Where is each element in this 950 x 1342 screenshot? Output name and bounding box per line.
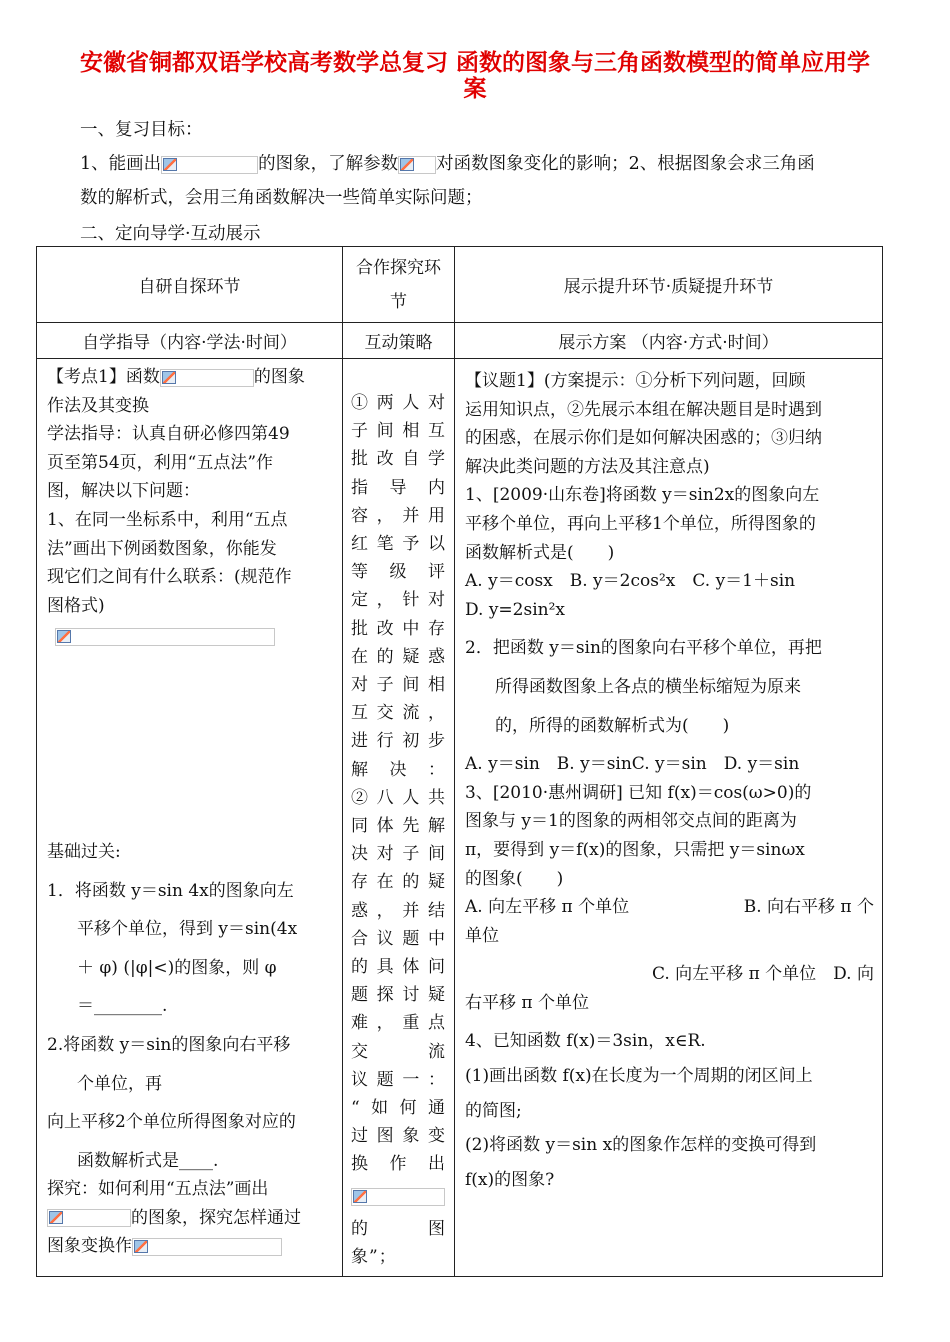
column-self-study (37, 359, 343, 1277)
problem-2-options: A. y＝sin B. y＝sinC. y＝sin D. y＝sin (465, 754, 800, 775)
learning-table (36, 246, 883, 1277)
problem-2-line-2: 所得函数图象上各点的横坐标缩短为原来 (495, 676, 801, 697)
strategy-line: “如何通 (351, 1098, 446, 1119)
question-1-blank: ＝________. (77, 996, 168, 1017)
table-subheader-row (37, 323, 883, 359)
strategy-line: 合议题中 (351, 928, 446, 949)
strategy-line: 子间相互 (351, 421, 446, 442)
task-line-4: 图格式) (47, 595, 105, 616)
strategy-line: 互交流， (351, 703, 446, 724)
strategy-line: ②八人共 (351, 787, 446, 808)
problem-1-line-2: 平移个单位，再向上平移1个单位，所得图象的 (465, 513, 816, 534)
task-line-2: 法”画出下例函数图象，你能发 (47, 538, 277, 559)
strategy-line: ①两人对 (351, 393, 446, 413)
formula-image (132, 1238, 282, 1256)
explore-line-2 (47, 1204, 334, 1233)
strategy-line: 定，针对 (351, 590, 446, 611)
key-point-1-tail: 的图象 (253, 367, 305, 387)
problem-3-options-4: 右平移 π 个单位 (465, 992, 589, 1013)
section-guided-learning: 二、定向导学·互动展示 (80, 224, 261, 244)
explore-line-3-text: 图象变换作 (47, 1236, 132, 1257)
topic-1-line-2: 运用知识点，②先展示本组在解决题目是时遇到 (465, 399, 822, 420)
subheader-self-study: 自学指导（内容·学法·时间） (37, 323, 343, 359)
method-line-3: 图，解决以下问题： (47, 481, 200, 502)
question-1-line-3: ＋ φ) (|φ|<)的图象，则 φ (77, 957, 277, 978)
option-a: A. 向左平移 π 个单位 (465, 897, 630, 918)
problem-3-options-2: 单位 (465, 925, 499, 946)
key-point-1-text: 【考点1】函数 (47, 367, 160, 387)
strategy-line: 难，重点 (351, 1013, 446, 1034)
problem-2-line-3: 的，所得的函数解析式为( ) (495, 715, 730, 736)
formula-image (160, 369, 254, 387)
strategy-line: 容，并用 (351, 505, 446, 526)
explore-line-3 (47, 1232, 334, 1261)
option-b: B. 向右平移 π 个 (743, 897, 874, 918)
strategy-line: 指导内 (351, 477, 446, 498)
column-presentation (455, 359, 883, 1277)
problem-4-line-4: (2)将函数 y＝sin x的图象作怎样的变换可得到 (465, 1135, 817, 1156)
formula-image (351, 1188, 445, 1206)
problem-4-line-5: f(x)的图象? (465, 1169, 555, 1190)
formula-image (398, 156, 436, 174)
strategy-line: 对子间相 (351, 675, 446, 696)
strategy-line: 在的疑惑 (351, 646, 446, 667)
explore-line-2-text: 的图象，探究怎样通过 (131, 1207, 301, 1228)
subheader-strategy: 互动策略 (343, 323, 455, 359)
problem-3-line-2: 图象与 y＝1的图象的两相邻交点间的距离为 (465, 811, 797, 832)
formula-image (161, 156, 258, 174)
problem-1-options-2: D. y=2sin²x (465, 599, 566, 620)
strategy-line: 进行初步 (351, 731, 446, 752)
topic-1-line-3: 的困惑，在展示你们是如何解决困惑的；③归纳 (465, 428, 822, 449)
problem-4-line-1: 4、已知函数 f(x)＝3sin，x∈R. (465, 1031, 706, 1052)
task-line-3: 现它们之间有什么联系：(规范作 (47, 567, 292, 588)
explore-line-1: 探究：如何利用“五点法”画出 (47, 1179, 269, 1200)
strategy-line: 过图象变 (351, 1126, 446, 1147)
column-strategy (343, 359, 455, 1277)
problem-1-options-1: A. y＝cosx B. y＝2cos²x C. y＝1＋sin (465, 571, 796, 592)
problem-3-line-3: π，要得到 y＝f(x)的图象，只需把 y＝sinωx (465, 839, 805, 860)
problem-4-line-2: (1)画出函数 f(x)在长度为一个周期的闭区间上 (465, 1066, 813, 1087)
strategy-line: 红笔予以 (351, 534, 446, 555)
strategy-tail-2: 象”； (351, 1247, 397, 1268)
subheader-plan: 展示方案 （内容·方式·时间） (455, 323, 883, 359)
strategy-line: 存在的疑 (351, 872, 446, 893)
goal-line-1 (80, 150, 815, 175)
topic-1-line-1: 【议题1】(方案提示：①分析下列问题，回顾 (465, 371, 806, 391)
strategy-line: 议题一： (351, 1069, 446, 1090)
strategy-line: 批改自学 (351, 449, 446, 470)
task-line-1: 1、在同一坐标系中，利用“五点 (47, 509, 288, 530)
question-2-blank: 函数解析式是____. (77, 1150, 219, 1171)
topic-1-line-4: 解决此类问题的方法及其注意点) (465, 456, 710, 477)
strategy-line: 决对子间 (351, 844, 446, 865)
goal-text-c: 对函数图象变化的影响；2、根据图象会求三角函 (436, 154, 815, 174)
goal-text-a: 1、能画出 (80, 154, 162, 174)
function-list-image (55, 628, 275, 646)
method-line-2: 页至第54页，利用“五点法”作 (47, 452, 274, 473)
key-point-1-line2: 作法及其变换 (47, 395, 149, 416)
strategy-line: 题探讨疑 (351, 985, 446, 1006)
problem-1-line-1: 1、[2009·山东卷]将函数 y＝sin2x的图象向左 (465, 485, 820, 506)
header-self-study: 自研自探环节 (37, 247, 343, 323)
strategy-line: 批改中存 (351, 618, 446, 639)
strategy-line: 解决： (351, 759, 446, 780)
question-1-line-1: 1．将函数 y＝sin 4x的图象向左 (47, 880, 294, 901)
table-body-row (37, 359, 883, 1277)
question-2-line-3: 向上平移2个单位所得图象对应的 (47, 1112, 296, 1133)
problem-3-options-1 (465, 893, 874, 922)
key-point-1 (47, 363, 334, 392)
goal-text-b: 的图象，了解参数 (258, 154, 399, 174)
problem-2-line-1: 2．把函数 y＝sin的图象向右平移个单位，再把 (465, 638, 822, 659)
table-header-row (37, 247, 883, 323)
strategy-line: 交流 (351, 1041, 446, 1062)
question-2-line-2: 个单位，再 (77, 1073, 162, 1094)
document-title: 安徽省铜都双语学校高考数学总复习 函数的图象与三角函数模型的简单应用学案 (79, 50, 870, 102)
strategy-tail-1: 的图 (351, 1218, 446, 1239)
question-2-line-1: 2.将函数 y＝sin的图象向右平移 (47, 1034, 291, 1055)
strategy-line: 换作出 (351, 1154, 446, 1175)
formula-image (47, 1209, 131, 1227)
goal-line-2: 数的解析式，会用三角函数解决一些简单实际问题； (80, 188, 483, 208)
basic-check-heading: 基础过关: (47, 841, 121, 862)
problem-4-line-3: 的简图; (465, 1100, 522, 1121)
section-review-goals: 一、复习目标： (80, 120, 203, 140)
header-cooperation: 合作探究环节 (343, 247, 455, 323)
problem-3-line-4: 的图象( ) (465, 868, 564, 889)
strategy-line: 惑，并结 (351, 900, 446, 921)
problem-3-options-3: C. 向左平移 π 个单位 D. 向 (651, 964, 874, 985)
problem-1-line-3: 函数解析式是( ) (465, 542, 615, 563)
problem-3-line-1: 3、[2010·惠州调研] 已知 f(x)＝cos(ω>0)的 (465, 782, 812, 803)
strategy-line: 的具体问 (351, 957, 446, 978)
strategy-line: 同体先解 (351, 816, 446, 837)
question-1-line-2: 平移个单位，得到 y＝sin(4x (77, 919, 298, 940)
strategy-line: 等级评 (351, 562, 446, 583)
method-line-1: 学法指导：认真自研必修四第49 (47, 424, 290, 445)
header-presentation: 展示提升环节·质疑提升环节 (455, 247, 883, 323)
